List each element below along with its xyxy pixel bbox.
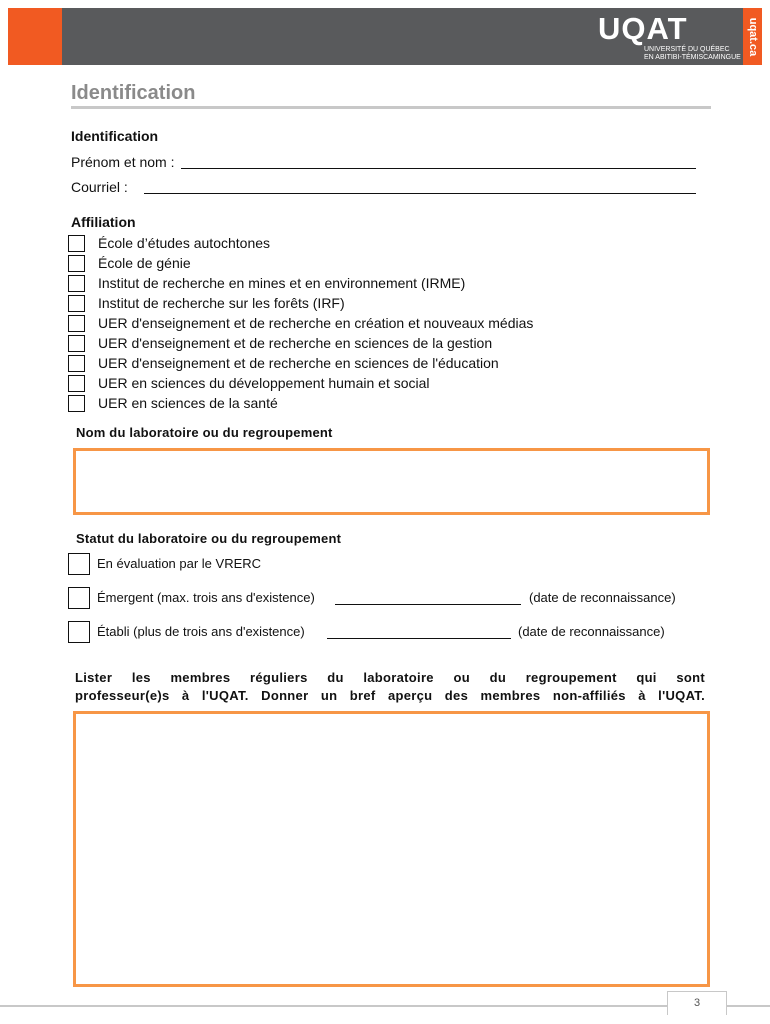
checkbox[interactable] (68, 235, 85, 252)
name-field[interactable] (181, 168, 696, 169)
side-tab-label: uqat.ca (746, 17, 759, 56)
date-suffix: (date de reconnaissance) (529, 590, 676, 605)
page-number: 3 (667, 991, 727, 1015)
members-field[interactable] (73, 711, 710, 987)
affiliation-label: Institut de recherche en mines et en environnement (IRME) (98, 275, 466, 291)
status-label: En évaluation par le VRERC (97, 556, 262, 571)
identification-heading: Identification (71, 128, 159, 144)
affiliation-label: UER en sciences de la santé (98, 395, 278, 411)
email-label: Courriel : (71, 179, 128, 195)
lab-name-heading: Nom du laboratoire ou du regroupement (76, 425, 333, 440)
date-field[interactable] (335, 604, 521, 605)
checkbox[interactable] (68, 295, 85, 312)
checkbox[interactable] (68, 255, 85, 272)
checkbox[interactable] (68, 395, 85, 412)
footer-rule (0, 1005, 770, 1007)
name-label: Prénom et nom : (71, 154, 175, 170)
date-field[interactable] (327, 638, 511, 639)
title-rule (71, 106, 711, 109)
date-suffix: (date de reconnaissance) (518, 624, 665, 639)
status-label: Émergent (max. trois ans d'existence) (97, 590, 315, 605)
logo-word: UQAT (598, 11, 688, 46)
checkbox[interactable] (68, 275, 85, 292)
checkbox[interactable] (68, 375, 85, 392)
uqat-logo (598, 11, 741, 62)
affiliation-label: École de génie (98, 255, 191, 271)
affiliation-label: Institut de recherche sur les forêts (IRF) (98, 295, 345, 311)
status-heading: Statut du laboratoire ou du regroupement (76, 531, 342, 546)
affiliation-label: École d’études autochtones (98, 235, 271, 251)
status-label: Établi (plus de trois ans d'existence) (97, 624, 305, 639)
checkbox[interactable] (68, 553, 90, 575)
header-accent (8, 8, 62, 65)
logo-line-1: UNIVERSITÉ DU QUÉBEC (644, 46, 730, 53)
lab-name-field[interactable] (73, 448, 710, 515)
members-instruction-line2: professeur(e)s à l'UQAT. Donner un bref aperçu des membres non-affiliés à l'UQAT. (75, 688, 705, 703)
checkbox[interactable] (68, 621, 90, 643)
affiliation-label: UER d'enseignement et de recherche en sciences de la gestion (98, 335, 493, 351)
affiliation-label: UER d'enseignement et de recherche en sciences de l'éducation (98, 355, 499, 371)
side-tab (743, 8, 762, 65)
section-title: Identification (71, 82, 196, 104)
checkbox[interactable] (68, 587, 90, 609)
affiliation-label: UER d'enseignement et de recherche en création et nouveaux médias (98, 315, 534, 331)
email-field[interactable] (144, 193, 696, 194)
members-instruction-line1: Lister les membres réguliers du laboratoire ou du regroupement qui sont (75, 670, 705, 685)
checkbox[interactable] (68, 315, 85, 332)
checkbox[interactable] (68, 335, 85, 352)
affiliation-label: UER en sciences du développement humain et social (98, 375, 430, 391)
checkbox[interactable] (68, 355, 85, 372)
affiliation-heading: Affiliation (71, 214, 136, 230)
logo-line-2: EN ABITIBI-TÉMISCAMINGUE (644, 54, 741, 61)
